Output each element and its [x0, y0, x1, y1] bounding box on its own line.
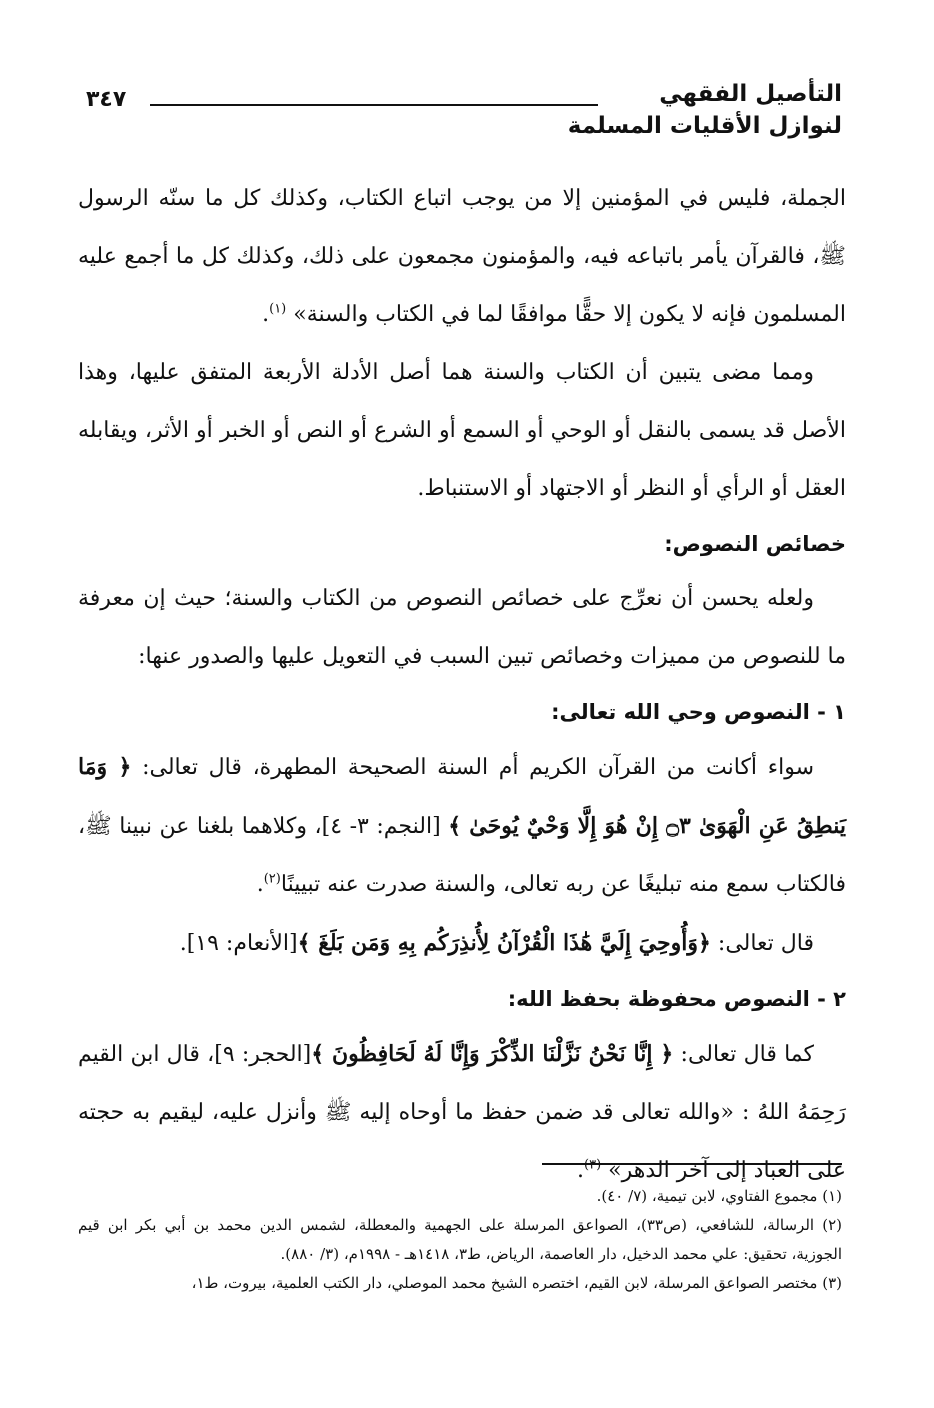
header-rule: [150, 104, 598, 106]
paragraph-4-rest: [النجم: ٣- ٤]، وكلاهما بلغنا عن نبينا ﷺ، فالكتاب سمع منه تبليغًا عن ربه تعالى، والسنة صدرت عنه تبيينًا: [78, 814, 846, 897]
page-number: ٣٤٧: [86, 87, 127, 112]
footnotes: [78, 1182, 842, 1298]
paragraph-3: ولعله يحسن أن نعرِّج على خصائص النصوص من الكتاب والسنة؛ حيث إن معرفة ما للنصوص من مميزات وخصائص تبين السبب في التعويل عليها والصدور عنها:: [78, 586, 846, 669]
paragraph-1: الجملة، فليس في المؤمنين إلا من يوجب اتباع الكتاب، وكذلك كل ما سنّه الرسول ﷺ، فالقرآن يأمر باتباعه فيه، والمؤمنون مجمعون على ذلك، وكذلك كل ما أجمع عليه المسلمون فإنه لا يكون إلا حقًّا موافقًا لما في الكتاب والسنة» $^{(١)}$.: [78, 186, 847, 327]
header-title-line2: لنوازل الأقليات المسلمة: [567, 113, 842, 139]
footnote-3: (٣) مختصر الصواعق المرسلة، لابن القيم، اختصره الشيخ محمد الموصلي، دار الكتب العلمية، بيروت، ط١،: [191, 1274, 842, 1292]
section-heading-revelation: ١ - النصوص وحي الله تعالى:: [551, 700, 846, 724]
footnote-ref-1: (١): [269, 301, 287, 317]
footnote-ref-3: (٣): [584, 1157, 602, 1173]
section-heading-preservation: ٢ - النصوص محفوظة بحفظ الله:: [507, 987, 846, 1011]
main-text: [78, 170, 846, 1200]
footnote-1: (١) مجموع الفتاوي، لابن تيمية، (٧/ ٤٠).: [596, 1187, 842, 1205]
paragraph-5: [78, 914, 846, 973]
quran-verse-anam: ﴿وَأُوحِيَ إِلَيَّ هَٰذَا الْقُرْآنُ لِأُنذِرَكُم بِهِ وَمَن بَلَغَ ﴾: [297, 930, 711, 956]
footnote-separator: [542, 1163, 842, 1165]
paragraph-6-rest: [الحجر: ٩]، قال ابن القيم رَحِمَهُ اللهُ : «والله تعالى قد ضمن حفظ ما أوحاه إليه ﷺ وأنزل عليه، ليقيم به حجته على العباد إلى آخر الدهر»: [78, 1042, 846, 1183]
paragraph-5-intro: قال تعالى:: [717, 931, 814, 956]
paragraph-4-intro: سواء أكانت من القرآن الكريم أم السنة الصحيحة المطهرة، قال تعالى:: [142, 755, 814, 780]
section-heading-properties: خصائص النصوص:: [664, 532, 846, 556]
paragraph-2: ومما مضى يتبين أن الكتاب والسنة هما أصل الأدلة الأربعة المتفق عليها، وهذا الأصل قد يسمى بالنقل أو الوحي أو السمع أو الشرع أو النص أو الخبر أو الأثر، ويقابله العقل أو الرأي أو النظر أو الاجتهاد أو الاستنباط.: [78, 360, 846, 501]
paragraph-6: كما قال تعالى: ﴿ إِنَّا نَحْنُ نَزَّلْنَا الذِّكْرَ وَإِنَّا لَهُ لَحَافِظُونَ ﴾[الحجر: ٩]، قال ابن القيم رَحِمَهُ اللهُ : «والله تعالى قد ضمن حفظ ما أوحاه إليه ﷺ وأنزل عليه، ليقيم به حجته على العباد إلى آخر الدهر» $^{(٣)}$.: [78, 1041, 846, 1183]
footnote-2: (٢) الرسالة، للشافعي، (ص٣٣)، الصواعق المرسلة على الجهمية والمعطلة، لشمس الدين محمد بن أبي بكر ابن قيم الجوزية، تحقيق: علي محمد الدخيل، دار العاصمة، الرياض، ط٣، ١٤١٨هـ - ١٩٩٨م، (٣/ ٨٨٠).: [78, 1216, 842, 1263]
header-title-line1: التأصيل الفقهي: [659, 81, 842, 107]
running-header-title: [568, 78, 842, 142]
quran-verse-hijr: ﴿ إِنَّا نَحْنُ نَزَّلْنَا الذِّكْرَ وَإِنَّا لَهُ لَحَافِظُونَ ﴾: [311, 1041, 674, 1067]
footnote-ref-2: (٢): [263, 871, 281, 887]
paragraph-6-intro: كما قال تعالى:: [680, 1042, 814, 1067]
paragraph-4: سواء أكانت من القرآن الكريم أم السنة الصحيحة المطهرة، قال تعالى: ﴿ وَمَا يَنطِقُ عَنِ الْهَوَىٰ ۝٣ إِنْ هُوَ إِلَّا وَحْيٌ يُوحَىٰ ﴾ [النجم: ٣- ٤]، وكلاهما بلغنا عن نبينا ﷺ، فالكتاب سمع منه تبليغًا عن ربه تعالى، والسنة صدرت عنه تبيينًا$^{(٢)}$.: [78, 754, 846, 897]
paragraph-5-citation: [الأنعام: ١٩].: [179, 931, 298, 956]
quran-verse-najm: ﴿ وَمَا يَنطِقُ عَنِ الْهَوَىٰ ۝٣ إِنْ هُوَ إِلَّا وَحْيٌ يُوحَىٰ ﴾: [78, 754, 846, 839]
paragraph-1-text: الجملة، فليس في المؤمنين إلا من يوجب اتباع الكتاب، وكذلك كل ما سنّه الرسول ﷺ، فالقرآن يأمر باتباعه فيه، والمؤمنون مجمعون على ذلك، وكذلك كل ما أجمع عليه المسلمون فإنه لا يكون إلا حقًّا موافقًا لما في الكتاب والسنة»: [78, 186, 847, 327]
